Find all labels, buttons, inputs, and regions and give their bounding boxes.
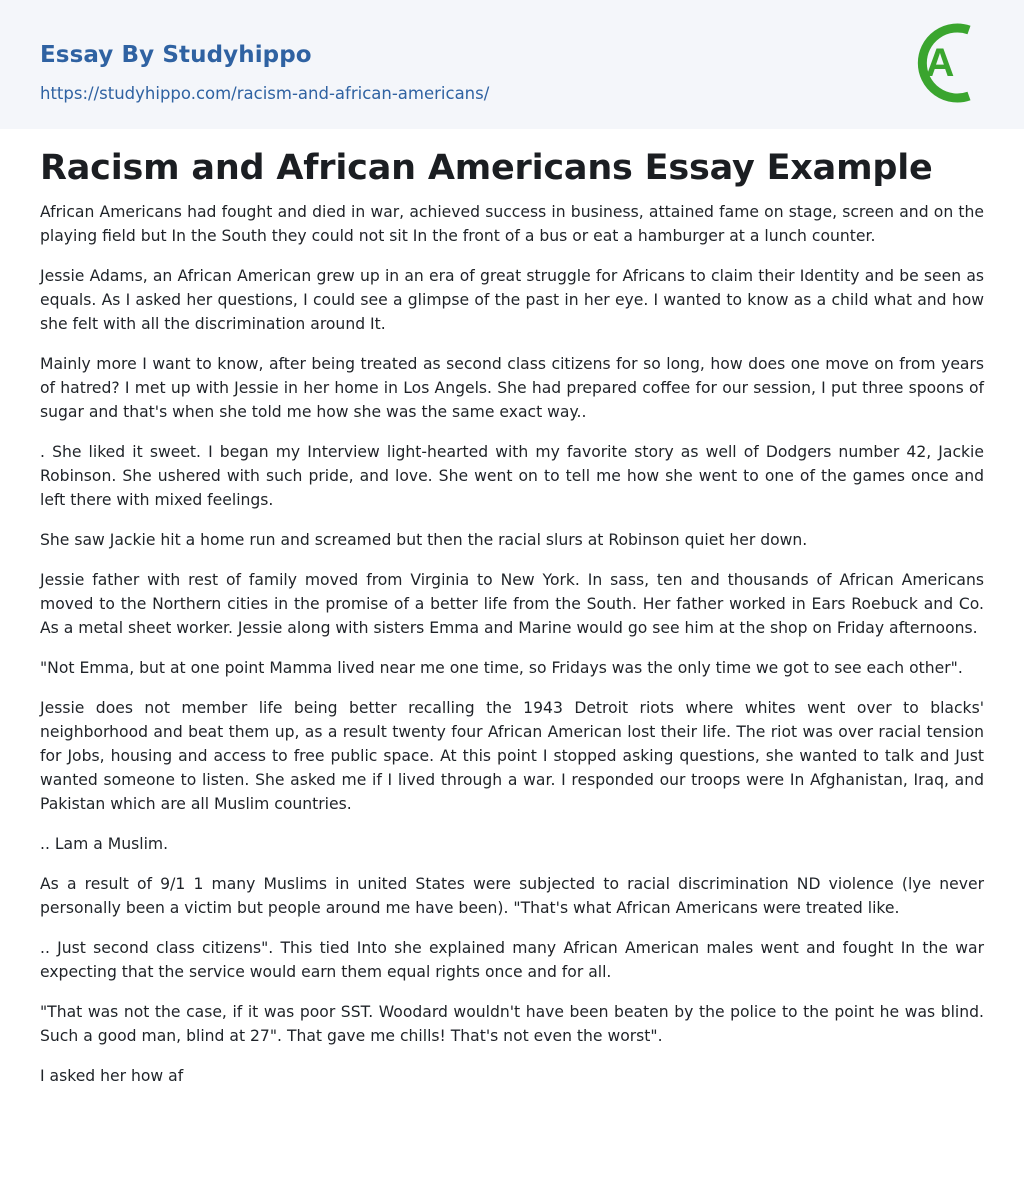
- essay-url-link[interactable]: https://studyhippo.com/racism-and-african-americans/: [40, 84, 490, 103]
- essay-paragraph: African Americans had fought and died in war, achieved success in business, attained fame on stage, screen and on the playing field but In the South they could not sit In the front of a bus or eat a hamburger at a lunch counter.: [40, 203, 984, 245]
- site-header: [0, 0, 1024, 129]
- essay-paragraph: "That was not the case, if it was poor SST. Woodard wouldn't have been beaten by the police to the point he was blind. Such a good man, blind at 27". That gave me chills! That's not even the worst".: [40, 1003, 984, 1045]
- essay-paragraph: Jessie Adams, an African American grew up in an era of great struggle for Africans to claim their Identity and be seen as equals. As I asked her questions, I could see a glimpse of the past in her eye. I wanted to know as a child what and how she felt with all the discrimination around It.: [40, 267, 984, 333]
- essay-paragraph: Jessie father with rest of family moved from Virginia to New York. In sass, ten and thousands of African Americans moved to the Northern cities in the promise of a better life from the South. Her father worked in Ears Roebuck and Co. As a metal sheet worker. Jessie along with sisters Emma and Marine would go see him at the shop on Friday afternoons.: [40, 571, 984, 637]
- essay-paragraph: .. Lam a Muslim.: [40, 835, 169, 853]
- essay-paragraph: Jessie does not member life being better recalling the 1943 Detroit riots where whites went over to blacks' neighborhood and beat them up, as a result twenty four African American lost their life. The riot was over racial tension for Jobs, housing and access to free public space. At this point I stopped asking questions, she wanted to talk and Just wanted someone to listen. She asked me if I lived through a war. I responded our troops were In Afghanistan, Iraq, and Pakistan which are all Muslim countries.: [40, 699, 984, 813]
- essay-paragraph: I asked her how af: [40, 1067, 184, 1085]
- essay-paragraph: Mainly more I want to know, after being treated as second class citizens for so long, how does one move on from years of hatred? I met up with Jessie in her home in Los Angels. She had prepared coffee for our session, I put three spoons of sugar and that's when she told me how she was the same exact way..: [40, 355, 984, 421]
- logo-letter: A: [925, 41, 955, 85]
- essay-title: Racism and African Americans Essay Example: [40, 148, 933, 188]
- site-brand[interactable]: Essay By Studyhippo: [40, 42, 312, 68]
- essay-paragraph: She saw Jackie hit a home run and screamed but then the racial slurs at Robinson quiet her down.: [40, 531, 808, 549]
- essay-paragraph: . She liked it sweet. I began my Interview light-hearted with my favorite story as well of Dodgers number 42, Jackie Robinson. She ushered with such pride, and love. She went on to tell me how she went to one of the games once and left there with mixed feelings.: [40, 443, 984, 509]
- essay-paragraph: As a result of 9/1 1 many Muslims in united States were subjected to racial discrimination ND violence (lye never personally been a victim but people around me have been). "That's what African Americans were treated like.: [40, 875, 984, 917]
- studyhippo-logo-icon[interactable]: [912, 20, 986, 106]
- essay-paragraph: "Not Emma, but at one point Mamma lived near me one time, so Fridays was the only time we got to see each other".: [40, 659, 963, 677]
- essay-paragraph: .. Just second class citizens". This tied Into she explained many African American males went and fought In the war expecting that the service would earn them equal rights once and for all.: [40, 939, 984, 981]
- essay-body: [40, 200, 984, 1104]
